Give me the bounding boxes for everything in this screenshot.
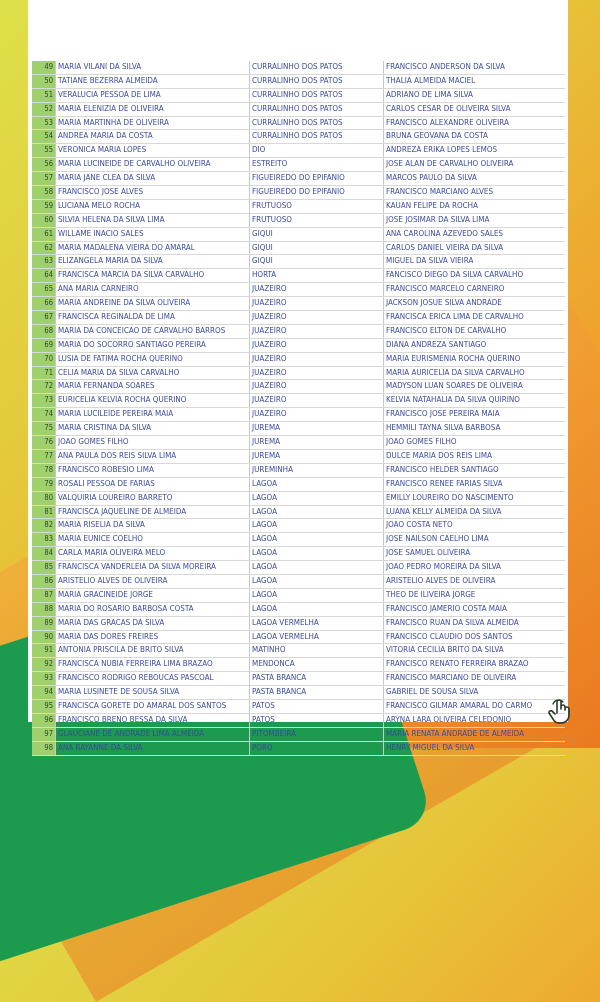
location-cell: LAGOA <box>250 506 384 519</box>
dependent-name-cell: HEMMILI TAYNA SILVA BARBOSA <box>386 423 501 433</box>
row-number-cell: 96 <box>32 714 56 727</box>
row-number-cell: 76 <box>32 436 56 449</box>
row-number-cell: 53 <box>32 117 56 130</box>
dependent-name-cell: FRANCISCO RENATO FERREIRA BRAZAO <box>386 659 529 669</box>
dependent-name-cell: JOSE ALAN DE CARVALHO OLIVEIRA <box>386 159 514 169</box>
table-row <box>32 506 565 520</box>
location-cell: LAGOA <box>250 533 384 546</box>
location-cell: CURRALINHO DOS PATOS <box>250 61 384 74</box>
table-row <box>32 603 565 617</box>
table-row <box>32 353 565 367</box>
dependent-name-cell: FRANCISCO ANDERSON DA SILVA <box>386 62 505 71</box>
row-number-cell: 77 <box>32 450 56 463</box>
location-cell: GIQUI <box>250 255 384 268</box>
participant-name-cell: ANA MARIA CARNEIRO <box>56 283 250 296</box>
table-row <box>32 172 565 186</box>
row-number-cell: 51 <box>32 89 56 102</box>
location-cell: GIQUI <box>250 228 384 241</box>
participant-name-cell: ARISTELIO ALVES DE OLIVEIRA <box>56 575 250 588</box>
row-number-cell: 78 <box>32 464 56 477</box>
table-row <box>32 325 565 339</box>
table-row <box>32 367 565 381</box>
location-cell: JUAZEIRO <box>250 408 384 421</box>
row-number-cell: 90 <box>32 631 56 644</box>
location-cell: JUAZEIRO <box>250 380 384 393</box>
participant-name-cell: LUCIANA MELO ROCHA <box>56 200 250 213</box>
dependent-name-cell: DIANA ANDREZA SANTIAGO <box>386 339 487 349</box>
dependent-name-cell: FANCISCO DIEGO DA SILVA CARVALHO <box>386 270 524 280</box>
table-row <box>32 297 565 311</box>
location-cell: MATINHO <box>250 644 384 657</box>
participant-name-cell: FRANCISCA REGINALDA DE LIMA <box>56 311 250 324</box>
table-row <box>32 214 565 228</box>
dependent-name-cell: EMILLY LOUREIRO DO NASCIMENTO <box>386 492 514 502</box>
location-cell: PITOMBEIRA <box>250 728 384 741</box>
location-cell: JUREMINHA <box>250 464 384 477</box>
location-cell: LAGOA <box>250 492 384 505</box>
row-number-cell: 74 <box>32 408 56 421</box>
dependent-name-cell: JOSE NAILSON CAELHO LIMA <box>386 534 489 544</box>
table-row <box>32 130 565 144</box>
row-number-cell: 67 <box>32 311 56 324</box>
dependent-name-cell: KAUAN FELIPE DA ROCHA <box>386 200 478 210</box>
participant-name-cell: FRANCISCA GORETE DO AMARAL DOS SANTOS <box>56 700 250 713</box>
participant-name-cell: MARIA MARTINHA DE OLIVEIRA <box>56 117 250 130</box>
participant-name-cell: TATIANE BEZERRA ALMEIDA <box>56 75 250 88</box>
participant-name-cell: FRANCISCA MARCIA DA SILVA CARVALHO <box>56 269 250 282</box>
dependent-name-cell: HENRY MIGUEL DA SILVA <box>386 742 475 752</box>
location-cell: CURRALINHO DOS PATOS <box>250 89 384 102</box>
row-number-cell: 62 <box>32 242 56 255</box>
dependent-name-cell: ANDREZA ERIKA LOPES LEMOS <box>386 145 498 155</box>
dependent-name-cell: CARLOS CESAR DE OLIVEIRA SILVA <box>386 103 511 113</box>
participant-name-cell: MARIA DAS DORES FREIRES <box>56 631 250 644</box>
table-row <box>32 103 565 117</box>
row-number-cell: 71 <box>32 367 56 380</box>
row-number-cell: 66 <box>32 297 56 310</box>
participant-name-cell: MARIA JANE CLEA DA SILVA <box>56 172 250 185</box>
location-cell: LAGOA VERMELHA <box>250 631 384 644</box>
dependent-name-cell: LUANA KELLY ALMEIDA DA SILVA <box>386 506 502 516</box>
location-cell: LAGOA <box>250 603 384 616</box>
row-number-cell: 75 <box>32 422 56 435</box>
row-number-cell: 94 <box>32 686 56 699</box>
location-cell: PASTA BRANCA <box>250 672 384 685</box>
dependent-name-cell: FRANCISCO RENEE FARIAS SILVA <box>386 478 503 488</box>
row-number-cell: 88 <box>32 603 56 616</box>
table-row <box>32 380 565 394</box>
row-number-cell: 97 <box>32 728 56 741</box>
participant-name-cell: MARIA DA CONCEICAO DE CARVALHO BARROS <box>56 325 250 338</box>
dependent-name-cell: THEO DE ILIVEIRA JORGE <box>386 589 476 599</box>
dependent-name-cell: FRANCISCO ALEXANDRE OLIVEIRA <box>386 117 509 127</box>
participant-name-cell: JOAO GOMES FILHO <box>56 436 250 449</box>
table-row <box>32 464 565 478</box>
participant-name-cell: FRANCISCA VANDERLEIA DA SILVA MOREIRA <box>56 561 250 574</box>
table-row <box>32 700 565 714</box>
table-row <box>32 547 565 561</box>
document-sheet <box>28 0 568 752</box>
participant-name-cell: FRANCISCO RODRIGO REBOUCAS PASCOAL <box>56 672 250 685</box>
dependent-name-cell: ANA CAROLINA AZEVEDO SALES <box>386 228 503 238</box>
row-number-cell: 55 <box>32 144 56 157</box>
row-number-cell: 93 <box>32 672 56 685</box>
table-row <box>32 75 565 89</box>
dependent-name-cell: FRANCISCO HELDER SANTIAGO <box>386 464 499 474</box>
participant-name-cell: FRANCISCO ROBESIO LIMA <box>56 464 250 477</box>
location-cell: JUAZEIRO <box>250 339 384 352</box>
dependent-name-cell: DULCE MARIA DOS REIS LIMA <box>386 450 492 460</box>
dependent-name-cell: JOSE JOSIMAR DA SILVA LIMA <box>386 214 490 224</box>
location-cell: JUAZEIRO <box>250 283 384 296</box>
row-number-cell: 83 <box>32 533 56 546</box>
row-number-cell: 98 <box>32 742 56 755</box>
location-cell: JUAZEIRO <box>250 325 384 338</box>
table-row <box>32 436 565 450</box>
table-row <box>32 492 565 506</box>
row-number-cell: 89 <box>32 617 56 630</box>
location-cell: JUREMA <box>250 436 384 449</box>
participant-name-cell: SILVIA HELENA DA SILVA LIMA <box>56 214 250 227</box>
dependent-name-cell: MARIA RENATA ANDRADE DE ALMEIDA <box>386 728 524 738</box>
table-row <box>32 89 565 103</box>
location-cell: CURRALINHO DOS PATOS <box>250 130 384 143</box>
participant-name-cell: MARIA MADALENA VIEIRA DO AMARAL <box>56 242 250 255</box>
row-number-cell: 63 <box>32 255 56 268</box>
table-row <box>32 644 565 658</box>
participant-name-cell: MARIA LUCILEIDE PEREIRA MAIA <box>56 408 250 421</box>
row-number-cell: 60 <box>32 214 56 227</box>
row-number-cell: 65 <box>32 283 56 296</box>
participant-name-cell: FRANCISCA JAQUELINE DE ALMEIDA <box>56 506 250 519</box>
table-row <box>32 408 565 422</box>
dependent-name-cell: FRANCISCO RUAN DA SILVA ALMEIDA <box>386 617 519 627</box>
table-row <box>32 519 565 533</box>
participant-name-cell: CARLA MARIA OLIVEIRA MELO <box>56 547 250 560</box>
table-row <box>32 450 565 464</box>
table-row <box>32 117 565 131</box>
dependent-name-cell: FRANCISCO MARCIANO ALVES <box>386 187 494 197</box>
row-number-cell: 73 <box>32 394 56 407</box>
row-number-cell: 95 <box>32 700 56 713</box>
table-row <box>32 728 565 742</box>
table-row <box>32 422 565 436</box>
dependent-name-cell: KELVIA NATAHALIA DA SILVA QUIRINO <box>386 395 520 405</box>
table-row <box>32 242 565 256</box>
location-cell: JUREMA <box>250 450 384 463</box>
row-number-cell: 68 <box>32 325 56 338</box>
location-cell: CURRALINHO DOS PATOS <box>250 103 384 116</box>
dependent-name-cell: FRANCISCA ERICA LIMA DE CARVALHO <box>386 312 524 322</box>
location-cell: FIGUEIREDO DO EPIFANIO <box>250 186 384 199</box>
table-row <box>32 742 565 756</box>
participant-name-cell: MARIA RISELIA DA SILVA <box>56 519 250 532</box>
row-number-cell: 57 <box>32 172 56 185</box>
location-cell: LAGOA <box>250 478 384 491</box>
participant-name-cell: MARIA CRISTINA DA SILVA <box>56 422 250 435</box>
location-cell: PORO <box>250 742 384 755</box>
table-row <box>32 561 565 575</box>
location-cell: CURRALINHO DOS PATOS <box>250 117 384 130</box>
location-cell: JUAZEIRO <box>250 311 384 324</box>
location-cell: LAGOA <box>250 589 384 602</box>
dependent-name-cell: FRANCISCO JOSE PEREIRA MAIA <box>386 409 500 419</box>
dependent-name-cell: BRUNA GEOVANA DA COSTA <box>386 131 488 141</box>
table-row <box>32 311 565 325</box>
row-number-cell: 50 <box>32 75 56 88</box>
location-cell: HORTA <box>250 269 384 282</box>
location-cell: JUAZEIRO <box>250 394 384 407</box>
table-row <box>32 686 565 700</box>
dependent-name-cell: MARIA EURISMENIA ROCHA QUERINO <box>386 353 521 363</box>
table-row <box>32 617 565 631</box>
table-row <box>32 200 565 214</box>
location-cell: PASTA BRANCA <box>250 686 384 699</box>
dependent-name-cell: FRANCISCO GILMAR AMARAL DO CARMO <box>386 700 533 710</box>
location-cell: JUAZEIRO <box>250 353 384 366</box>
row-number-cell: 59 <box>32 200 56 213</box>
participant-name-cell: MARIA DO ROSARIO BARBOSA COSTA <box>56 603 250 616</box>
row-number-cell: 79 <box>32 478 56 491</box>
table-row <box>32 158 565 172</box>
location-cell: FRUTUOSO <box>250 200 384 213</box>
dependent-name-cell: FRANCISCO MARCIANO DE OLIVEIRA <box>386 673 517 683</box>
table-row <box>32 269 565 283</box>
participant-name-cell: ANA PAULA DOS REIS SILVA LIMA <box>56 450 250 463</box>
participant-name-cell: MARIA DAS GRACAS DA SILVA <box>56 617 250 630</box>
row-number-cell: 56 <box>32 158 56 171</box>
participant-name-cell: WILLAME INACIO SALES <box>56 228 250 241</box>
participant-name-cell: EURICELIA KELVIA ROCHA QUERINO <box>56 394 250 407</box>
row-number-cell: 92 <box>32 658 56 671</box>
table-row <box>32 186 565 200</box>
location-cell: FRUTUOSO <box>250 214 384 227</box>
location-cell: LAGOA <box>250 561 384 574</box>
participant-name-cell: MARIA ANDREINE DA SILVA OLIVEIRA <box>56 297 250 310</box>
participant-name-cell: FRANCISCA NUBIA FERREIRA LIMA BRAZAO <box>56 658 250 671</box>
table-row <box>32 394 565 408</box>
table-row <box>32 533 565 547</box>
participant-name-cell: MARIA VILANI DA SILVA <box>56 61 250 74</box>
table-row <box>32 672 565 686</box>
row-number-cell: 82 <box>32 519 56 532</box>
location-cell: JUAZEIRO <box>250 367 384 380</box>
dependent-name-cell: FRANCISCO MARCELO CARNEIRO <box>386 284 505 294</box>
row-number-cell: 86 <box>32 575 56 588</box>
participant-name-cell: MARIA LUSINETE DE SOUSA SILVA <box>56 686 250 699</box>
row-number-cell: 87 <box>32 589 56 602</box>
participant-name-cell: VERALUCIA PESSOA DE LIMA <box>56 89 250 102</box>
table-row <box>32 61 565 75</box>
row-number-cell: 84 <box>32 547 56 560</box>
location-cell: LAGOA <box>250 519 384 532</box>
table-row <box>32 228 565 242</box>
table-row <box>32 658 565 672</box>
dependent-name-cell: FRANCISCO JAMERIO COSTA MAIA <box>386 603 507 613</box>
location-cell: PATOS <box>250 714 384 727</box>
participant-name-cell: GLAUCIANE DE ANDRADE LIMA ALMEIDA <box>56 728 250 741</box>
dependent-name-cell: GABRIEL DE SOUSA SILVA <box>386 687 479 697</box>
participant-name-cell: VERONICA MARIA LOPES <box>56 144 250 157</box>
participant-name-cell: FRANCISCO JOSE ALVES <box>56 186 250 199</box>
location-cell: FIGUEIREDO DO EPIFANIO <box>250 172 384 185</box>
table-row <box>32 631 565 645</box>
dependent-name-cell: FRANCISCO CLAUDIO DOS SANTOS <box>386 631 513 641</box>
dependent-name-cell: MARIA AURICELIA DA SILVA CARVALHO <box>386 367 525 377</box>
dependent-name-cell: MARCOS PAULO DA SILVA <box>386 173 477 183</box>
table-row <box>32 339 565 353</box>
dependent-name-cell: JOAO PEDRO MOREIRA DA SILVA <box>386 562 501 572</box>
pointing-hand-icon[interactable] <box>546 698 574 726</box>
participant-name-cell: MARIA FERNANDA SOARES <box>56 380 250 393</box>
location-cell: LAGOA <box>250 575 384 588</box>
row-number-cell: 80 <box>32 492 56 505</box>
table-row <box>32 478 565 492</box>
dependent-name-cell: VITORIA CECILIA BRITO DA SILVA <box>386 645 504 655</box>
dependent-name-cell: JOAO GOMES FILHO <box>386 437 457 447</box>
dependent-name-cell: MADYSON LUAN SOARES DE OLIVEIRA <box>386 381 523 391</box>
participant-name-cell: MARIA DO SOCORRO SANTIAGO PEREIRA <box>56 339 250 352</box>
dependent-name-cell: ARISTELIO ALVES DE OLIVEIRA <box>386 575 496 585</box>
dependent-name-cell: JOAO COSTA NETO <box>386 520 453 530</box>
dependent-name-cell: THALIA ALMEIDA MACIEL <box>386 75 476 85</box>
participant-name-cell: MARIA LUCINEIDE DE CARVALHO OLIVEIRA <box>56 158 250 171</box>
location-cell: LAGOA VERMELHA <box>250 617 384 630</box>
row-number-cell: 69 <box>32 339 56 352</box>
location-cell: DIO <box>250 144 384 157</box>
row-number-cell: 81 <box>32 506 56 519</box>
location-cell: MENDONCA <box>250 658 384 671</box>
participant-name-cell: CELIA MARIA DA SILVA CARVALHO <box>56 367 250 380</box>
table-row <box>32 255 565 269</box>
location-cell: GIQUI <box>250 242 384 255</box>
participant-name-cell: FRANCISCO BRENO BESSA DA SILVA <box>56 714 250 727</box>
dependent-name-cell: JOSE SAMUEL OLIVEIRA <box>386 548 471 558</box>
dependent-name-cell: JACKSON JOSUE SILVA ANDRADE <box>386 298 502 308</box>
participant-name-cell: VALQUIRIA LOUREIRO BARRETO <box>56 492 250 505</box>
table-row <box>32 714 565 728</box>
location-cell: PATOS <box>250 700 384 713</box>
table-row <box>32 575 565 589</box>
row-number-cell: 52 <box>32 103 56 116</box>
row-number-cell: 70 <box>32 353 56 366</box>
dependent-name-cell: CARLOS DANIEL VIEIRA DA SILVA <box>386 242 504 252</box>
row-number-cell: 61 <box>32 228 56 241</box>
dependent-name-cell: FRANCISCO ELTON DE CARVALHO <box>386 325 507 335</box>
participant-name-cell: ANDREA MARIA DA COSTA <box>56 130 250 143</box>
data-table <box>32 61 565 756</box>
row-number-cell: 72 <box>32 380 56 393</box>
dependent-name-cell: ADRIANO DE LIMA SILVA <box>386 89 473 99</box>
location-cell: JUAZEIRO <box>250 297 384 310</box>
location-cell: CURRALINHO DOS PATOS <box>250 75 384 88</box>
location-cell: JUREMA <box>250 422 384 435</box>
participant-name-cell: ANA RAYANNE DA SILVA <box>56 742 250 755</box>
dependent-name-cell: MIGUEL DA SILVA VIEIRA <box>386 256 474 266</box>
participant-name-cell: ANTONIA PRISCILA DE BRITO SILVA <box>56 644 250 657</box>
row-number-cell: 58 <box>32 186 56 199</box>
table-row <box>32 283 565 297</box>
participant-name-cell: ROSALI PESSOA DE FARIAS <box>56 478 250 491</box>
table-row <box>32 144 565 158</box>
row-number-cell: 64 <box>32 269 56 282</box>
row-number-cell: 91 <box>32 644 56 657</box>
participant-name-cell: MARIA GRACINEIDE JORGE <box>56 589 250 602</box>
location-cell: ESTREITO <box>250 158 384 171</box>
participant-name-cell: LUSIA DE FATIMA ROCHA QUERINO <box>56 353 250 366</box>
row-number-cell: 85 <box>32 561 56 574</box>
participant-name-cell: MARIA EUNICE COELHO <box>56 533 250 546</box>
location-cell: LAGOA <box>250 547 384 560</box>
participant-name-cell: ELIZANGELA MARIA DA SILVA <box>56 255 250 268</box>
participant-name-cell: MARIA ELENIZIA DE OLIVEIRA <box>56 103 250 116</box>
row-number-cell: 54 <box>32 130 56 143</box>
row-number-cell: 49 <box>32 61 56 74</box>
table-row <box>32 589 565 603</box>
dependent-name-cell: ARYNA LARA OLIVEIRA CELEDONIO <box>386 714 512 724</box>
